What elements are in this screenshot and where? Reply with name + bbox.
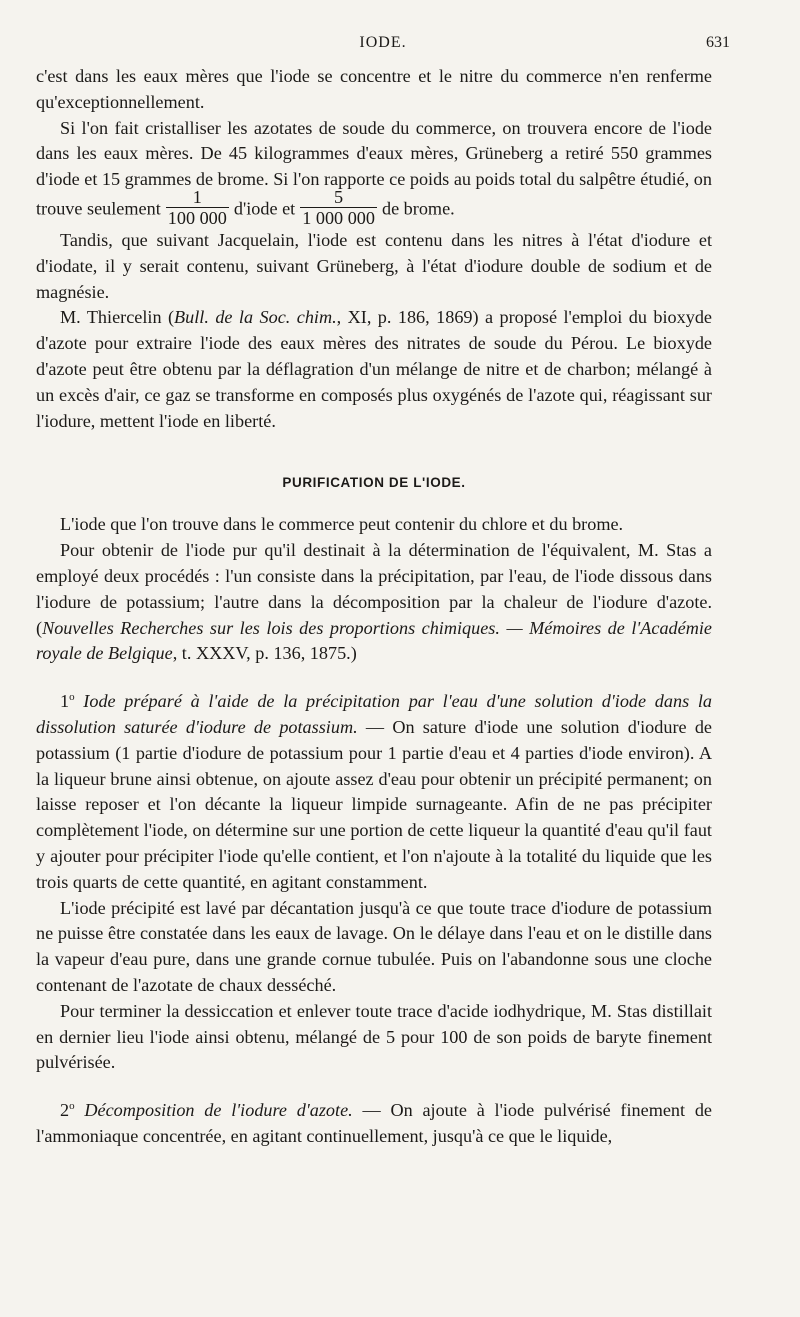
fraction-iode: $\frac{1}{100 000}$ — [167, 186, 227, 228]
running-title: IODE. — [359, 34, 407, 51]
paragraph-dessiccation: Pour terminer la dessiccation et enlever toute trace d'acide iodhydrique, M. Stas distillait en dernier lieu l'iode ainsi obtenu, mélangé de 5 pour 100 de son poids de baryte finement pulvérisée. — [36, 1000, 712, 1073]
paragraph-thiercelin: M. Thiercelin (Bull. de la Soc. chim., XI, p. 186, 1869) a proposé l'emploi du bioxyde d'azote pour extraire l'iode des eaux mères des nitrates de soude du Pérou. Le bioxyde d'azote peut être obtenu par la déflagration d'un mélange de nitre et de charbon; mélangé à un excès d'air, ce gaz se transforme en composés plus oxygénés de l'azote qui, réagissant sur l'iodure, mettent l'iode en liberté. — [36, 307, 712, 431]
paragraph-lavage: L'iode précipité est lavé par décantation jusqu'à ce que toute trace d'iodure de potassium ne puisse être constatée dans les eaux de lavage. On le délaye dans l'eau et on le distille dans la vapeur d'eau pure, dans une grande cornue tubulée. Puis on l'abandonne sous une cloche contenant de l'azotate de chaux desséché. — [36, 897, 712, 995]
paragraph-stas: Pour obtenir de l'iode pur qu'il destinait à la détermination de l'équivalent, M. Stas a employé deux procédés : l'un consiste dans la précipitation, par l'eau, de l'iode dissous dans l'iodure de potassium; l'autre dans la décomposition par la chaleur de l'iodure d'azote. (Nouvelles Recherches sur les lois des proportions chimiques. — Mémoires de l'Académie royale de Belgique, t. XXXV, p. 136, 1875.) — [36, 540, 712, 664]
method-1-title: Iode préparé à l'aide de la précipitation par l'eau d'une solution d'iode dans la dissolution saturée d'iodure de potassium. — [36, 691, 712, 737]
paragraph-gruneberg: Si l'on fait cristalliser les azotates de soude du commerce, on trouvera encore de l'iode dans les eaux mères. De 45 kilogrammes d'eaux mères, Grüneberg a retiré 550 grammes d'iode et 15 grammes de brome. Si l'on rapporte ce poids au poids total du salpêtre étudié, on trouve seulement $\frac{1}{100 000}$ d'iode et $\frac{5}{1 000 000}$ de brome. — [36, 117, 712, 228]
paragraph-jacquelain: Tandis, que suivant Jacquelain, l'iode est contenu dans les nitres à l'état d'iodure et d'iodate, il y serait contenu, suivant Grüneberg, à l'état d'iodure double de sodium et de magnésie. — [36, 229, 712, 302]
page-header — [36, 34, 730, 60]
page-number: 631 — [706, 34, 730, 51]
citation-memoires: Nouvelles Recherches sur les lois des proportions chimiques. — Mémoires de l'Académie royale de Belgique — [36, 617, 712, 664]
citation-bull: Bull. de la Soc. chim. — [174, 307, 337, 328]
fraction-brome: $\frac{5}{1 000 000}$ — [302, 186, 375, 228]
method-2-title: Décomposition de l'iodure d'azote. — [84, 1100, 353, 1121]
paragraph-method-1: 1$^o$ Iode préparé à l'aide de la précipitation par l'eau d'une solution d'iode dans la dissolution saturée d'iodure de potassium. — On sature d'iode une solution d'iodure de potassium (1 partie d'iodure de potassium pour 1 partie d'eau et 4 parties d'iode environ). A la liqueur brune ainsi obtenue, on ajoute assez d'eau pour obtenir un précipité permanent; on laisse reposer et l'on décante la liqueur limpide surnageante. Afin de ne pas précipiter complètement l'iode, on détermine sur une portion de cette liqueur la quantité d'eau qu'il faut y ajouter pour précipiter l'iode qu'elle contient, et l'on n'ajoute à la totalité du liquide que les trois quarts de cette quantité, en agitant constamment. — [36, 691, 712, 892]
paragraph-continuation: c'est dans les eaux mères que l'iode se concentre et le nitre du commerce n'en renferme qu'exceptionnellement. — [36, 66, 712, 112]
paragraph-commerce: L'iode que l'on trouve dans le commerce peut contenir du chlore et du brome. — [60, 514, 624, 535]
body-text — [36, 64, 712, 1150]
section-heading: PURIFICATION DE L'IODE. — [282, 475, 466, 491]
paragraph-method-2: 2$^o$ Décomposition de l'iodure d'azote. — On ajoute à l'iode pulvérisé finement de l'ammoniaque concentrée, en agitant continuellement, jusqu'à ce que le liquide, — [36, 1100, 713, 1146]
